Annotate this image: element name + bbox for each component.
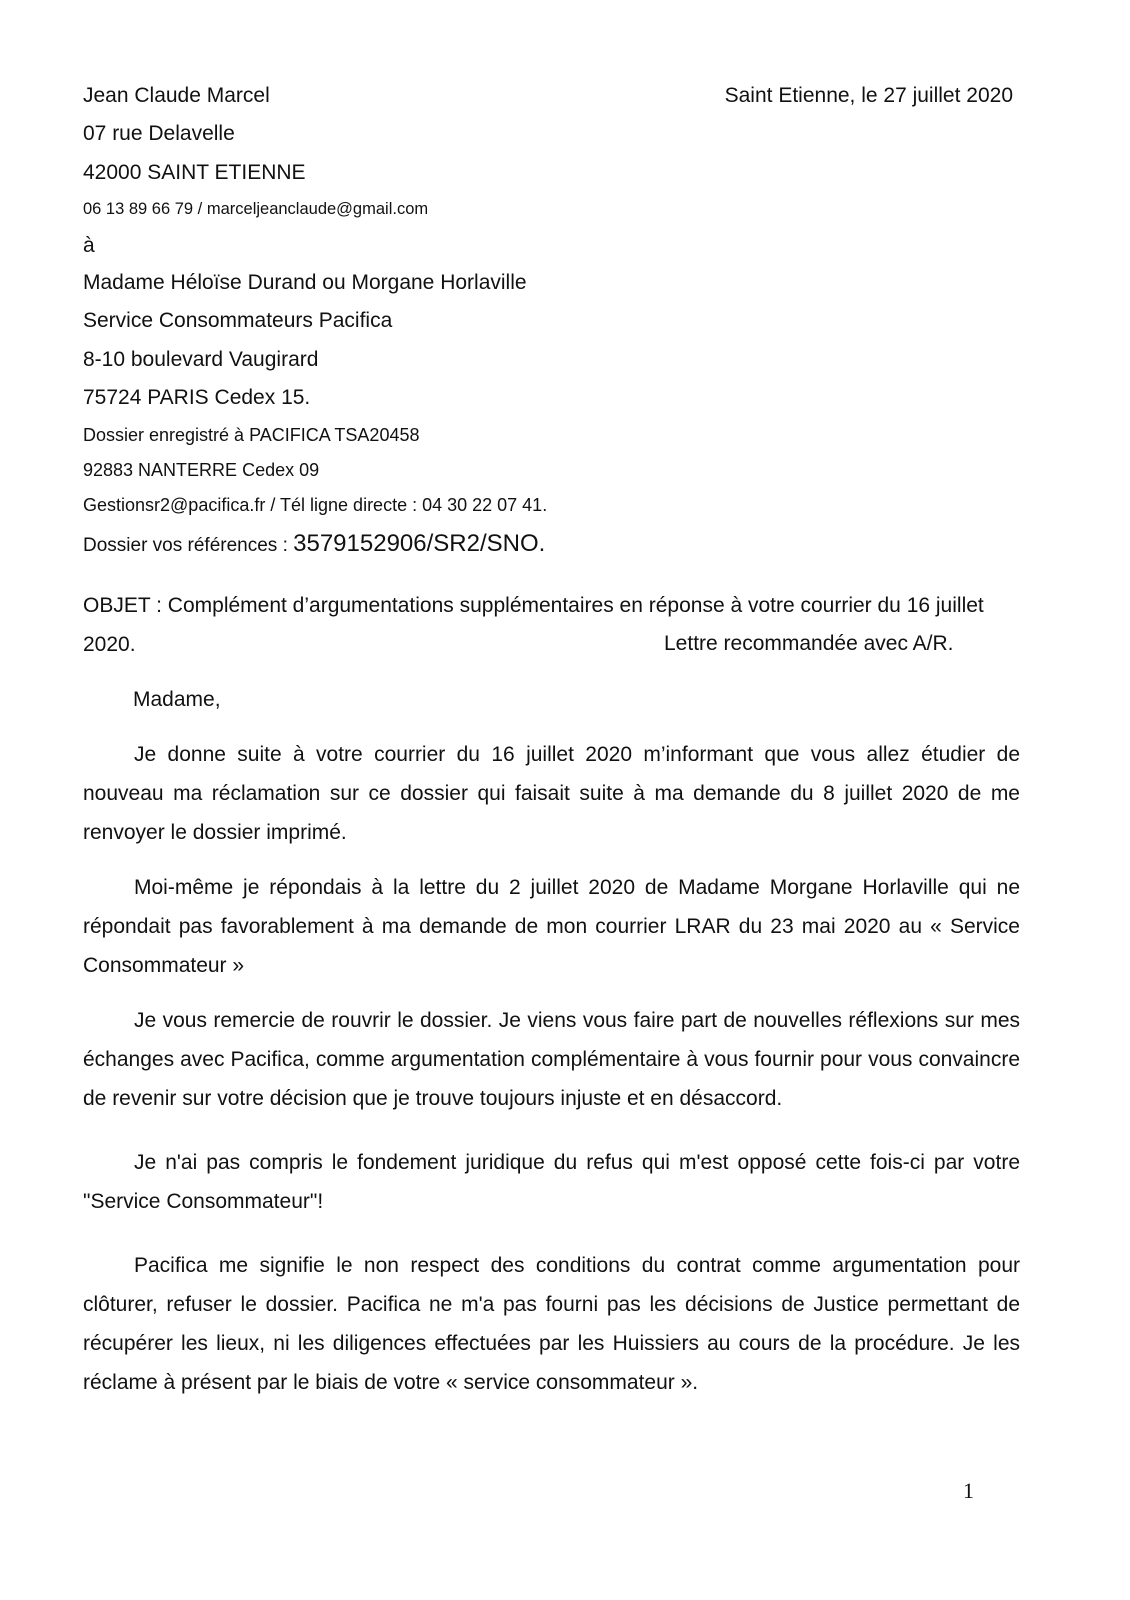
objet-line: OBJET : Complément d’argumentations supplémentaires en réponse à votre courrier du 16 juillet 2020. xyxy=(83,594,984,656)
recipient-city: 75724 PARIS Cedex 15. xyxy=(83,386,311,409)
to-word: à xyxy=(83,234,95,257)
sender-name: Jean Claude Marcel xyxy=(83,84,270,107)
paragraph-2: Moi-même je répondais à la lettre du 2 juillet 2020 de Madame Morgane Horlaville qui ne répondait pas favorablement à ma demande de mon courrier LRAR du 23 mai 2020 au « Service Consommateur » xyxy=(83,876,1020,977)
paragraph-4: Je n'ai pas compris le fondement juridique du refus qui m'est opposé cette fois-ci par votre "Service Consommateur"! xyxy=(83,1151,1020,1213)
sender-city: 42000 SAINT ETIENNE xyxy=(83,161,306,184)
sender-street: 07 rue Delavelle xyxy=(83,122,235,145)
page-number: 1 xyxy=(963,1478,974,1503)
registered-mail: Lettre recommandée avec A/R. xyxy=(664,632,954,655)
email-phone: Gestionsr2@pacifica.fr / Tél ligne directe : 04 30 22 07 41. xyxy=(83,495,548,515)
recipient-service: Service Consommateurs Pacifica xyxy=(83,309,393,332)
salutation: Madame, xyxy=(133,688,221,711)
recipient-street: 8-10 boulevard Vaugirard xyxy=(83,348,319,371)
place-date: Saint Etienne, le 27 juillet 2020 xyxy=(724,84,1013,107)
paragraph-3: Je vous remercie de rouvrir le dossier. Je viens vous faire part de nouvelles réflexions sur mes échanges avec Pacifica, comme argumentation complémentaire à vous fournir pour vous convaincre de revenir sur votre décision que je trouve toujours injuste et en désaccord. xyxy=(83,1009,1020,1110)
paragraph-5: Pacifica me signifie le non respect des conditions du contrat comme argumentation pour clôturer, refuser le dossier. Pacifica ne m'a pas fourni pas les décisions de Justice permettant de récupérer les lieux, ni les diligences effectuées par les Huissiers au cours de la procédure. Je les réclame à présent par le biais de votre « service consommateur ». xyxy=(83,1254,1020,1394)
reference-number: 3579152906/SR2/SNO. xyxy=(293,530,546,557)
reference-line xyxy=(83,530,545,558)
paragraph-1: Je donne suite à votre courrier du 16 juillet 2020 m’informant que vous allez étudier de nouveau ma réclamation sur ce dossier qui faisait suite à ma demande du 8 juillet 2020 de me renvoyer le dossier imprimé. xyxy=(83,743,1020,844)
recipient-name: Madame Héloïse Durand ou Morgane Horlaville xyxy=(83,271,527,294)
dossier-line: Dossier enregistré à PACIFICA TSA20458 xyxy=(83,425,420,445)
sender-contact: 06 13 89 66 79 / marceljeanclaude@gmail.com xyxy=(83,200,429,218)
dossier-city: 92883 NANTERRE Cedex 09 xyxy=(83,460,320,480)
reference-label: Dossier vos références : xyxy=(83,535,294,556)
